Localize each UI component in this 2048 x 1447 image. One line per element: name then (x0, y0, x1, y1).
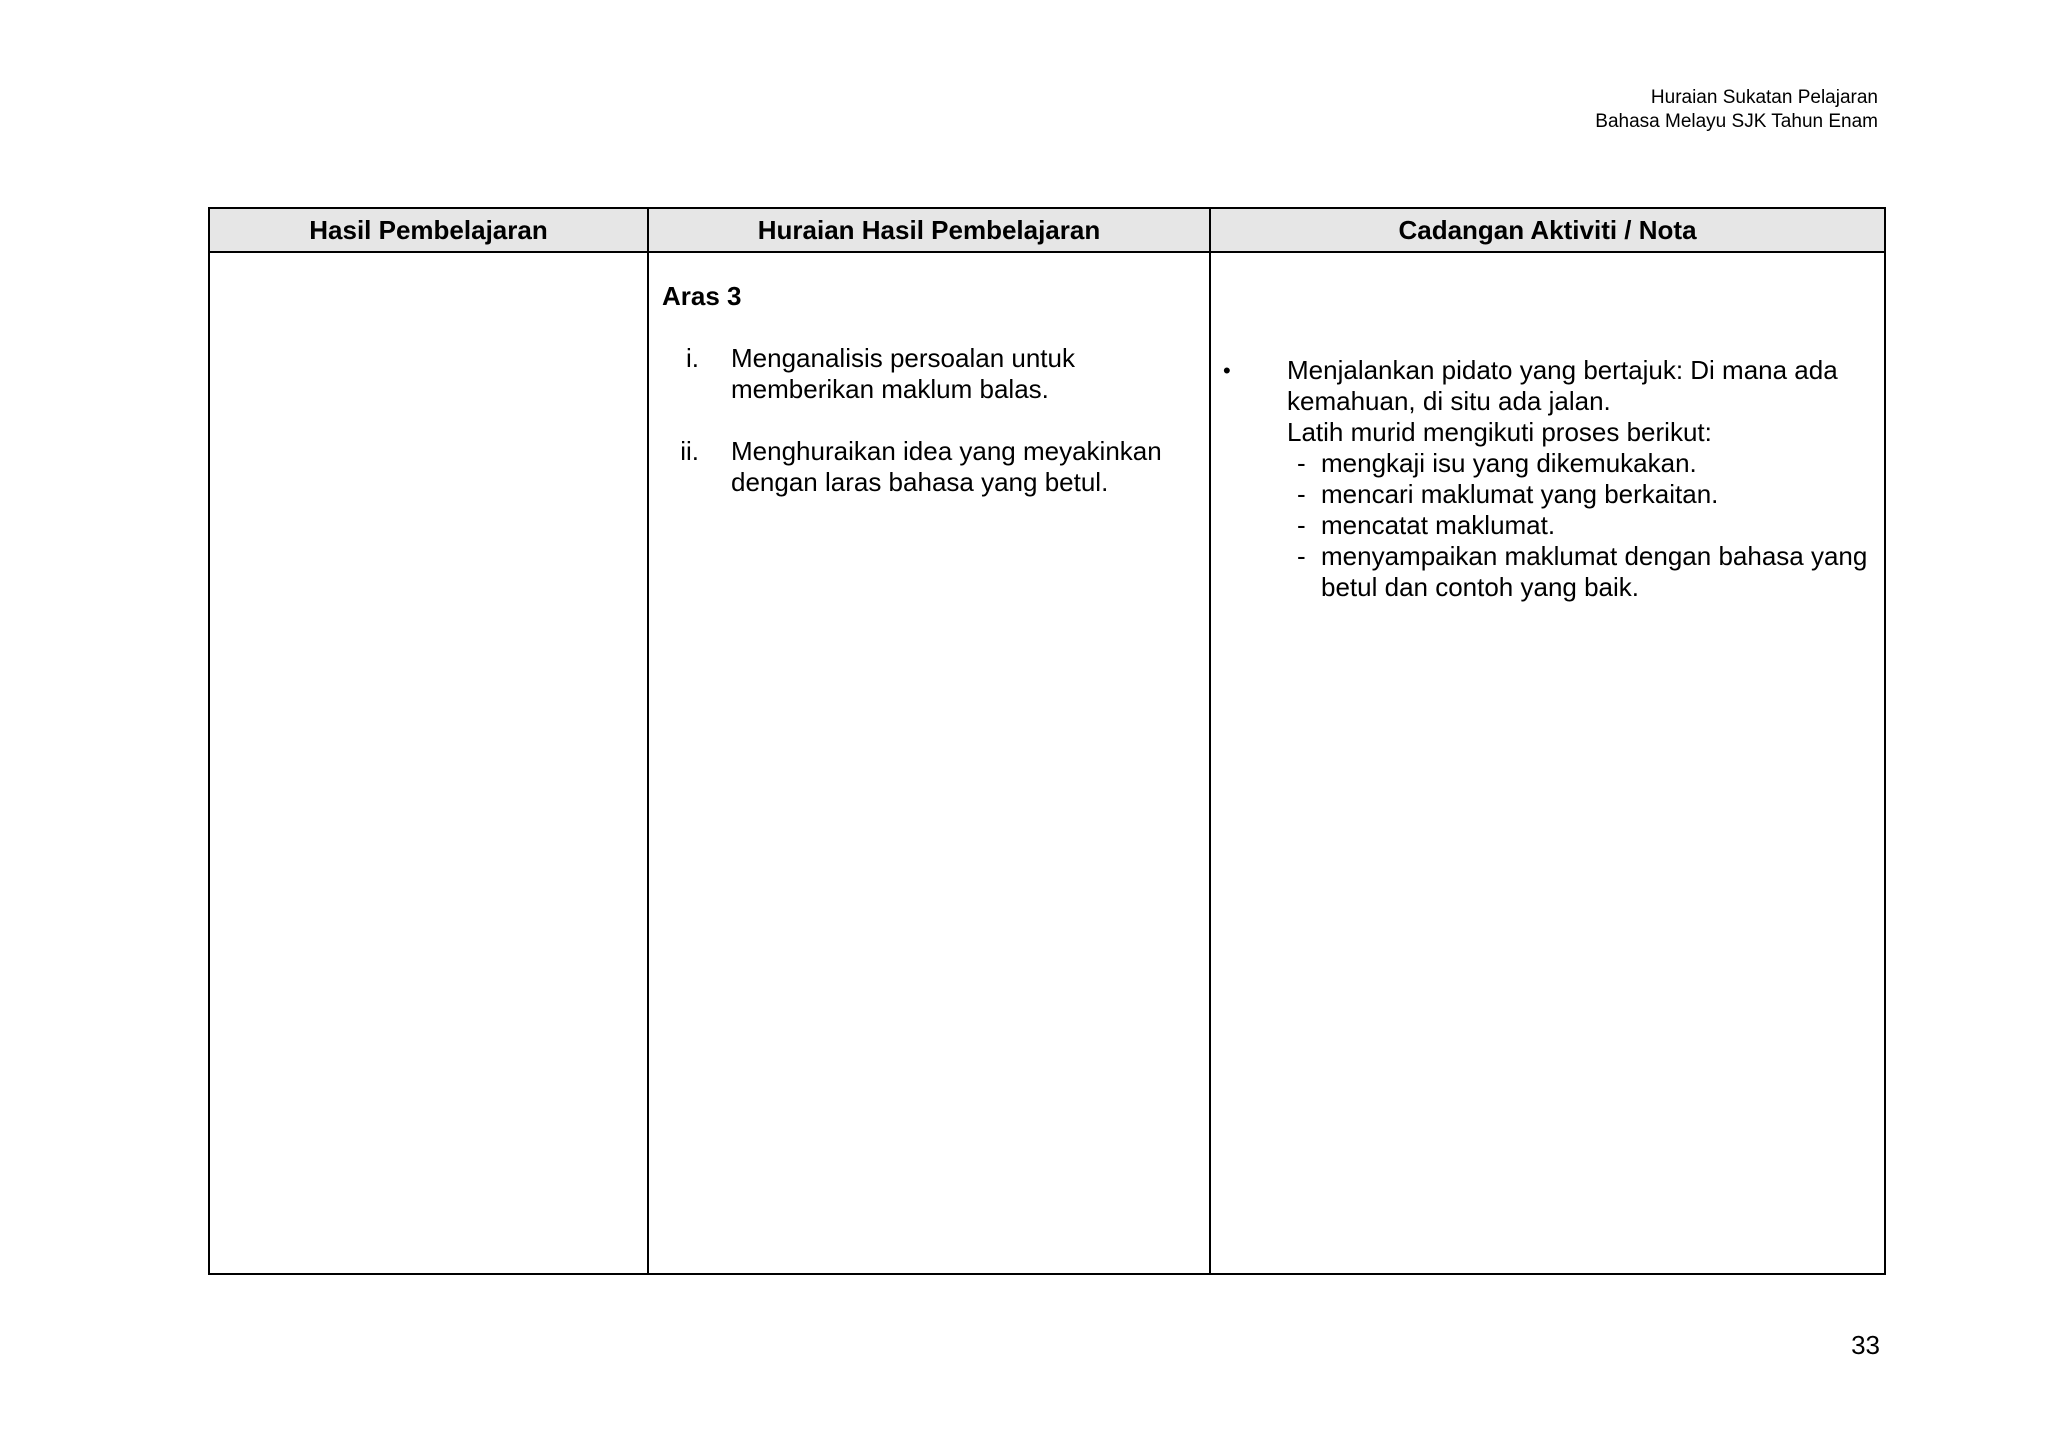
outcome-line: Menganalisis persoalan untuk (731, 343, 1075, 373)
process-step (1287, 448, 1877, 479)
process-steps (1287, 448, 1877, 603)
activity-instruction: Latih murid mengikuti proses berikut: (1287, 417, 1712, 447)
step-text: mencatat maklumat. (1321, 510, 1556, 540)
outcome-number: i. (686, 343, 699, 373)
activity-title-line: kemahuan, di situ ada jalan. (1287, 386, 1611, 416)
process-step (1287, 479, 1877, 510)
header-huraian-hasil-pembelajaran: Huraian Hasil Pembelajaran (648, 208, 1210, 252)
process-step (1287, 510, 1877, 541)
outcome-line: Menghuraikan idea yang meyakinkan (731, 436, 1162, 466)
step-text: mencari maklumat yang berkaitan. (1321, 479, 1719, 509)
bullet-icon: • (1223, 358, 1231, 383)
header-hasil-pembelajaran: Hasil Pembelajaran (209, 208, 648, 252)
process-step (1287, 541, 1877, 603)
outcome-line: memberikan maklum balas. (731, 374, 1049, 404)
dash-icon: - (1297, 479, 1306, 509)
step-text: mengkaji isu yang dikemukakan. (1321, 448, 1697, 478)
activity-title-line: Menjalankan pidato yang bertajuk: Di mana ada (1287, 355, 1838, 385)
dash-icon: - (1297, 448, 1306, 478)
cell-cadangan-aktiviti (1210, 252, 1885, 1274)
table-row (209, 252, 1885, 1274)
table-header-row (209, 208, 1885, 252)
header-line-1: Huraian Sukatan Pelajaran (1650, 87, 1878, 108)
step-text: menyampaikan maklumat dengan bahasa yang betul dan contoh yang baik. (1321, 541, 1868, 602)
page-number: 33 (1851, 1330, 1880, 1360)
outcome-line: dengan laras bahasa yang betul. (731, 467, 1109, 497)
header-line-2: Bahasa Melayu SJK Tahun Enam (1595, 111, 1878, 132)
outcome-text (731, 343, 1181, 405)
activity-body (1287, 355, 1877, 603)
level-heading: Aras 3 (662, 281, 742, 311)
outcome-text (731, 436, 1181, 498)
outcome-number: ii. (680, 436, 699, 466)
running-header (1595, 86, 1878, 134)
cell-hasil-pembelajaran (209, 252, 648, 1274)
syllabus-table (208, 207, 1886, 1275)
dash-icon: - (1297, 510, 1306, 540)
cell-huraian (648, 252, 1210, 1274)
dash-icon: - (1297, 541, 1306, 571)
header-cadangan-aktiviti: Cadangan Aktiviti / Nota (1210, 208, 1885, 252)
